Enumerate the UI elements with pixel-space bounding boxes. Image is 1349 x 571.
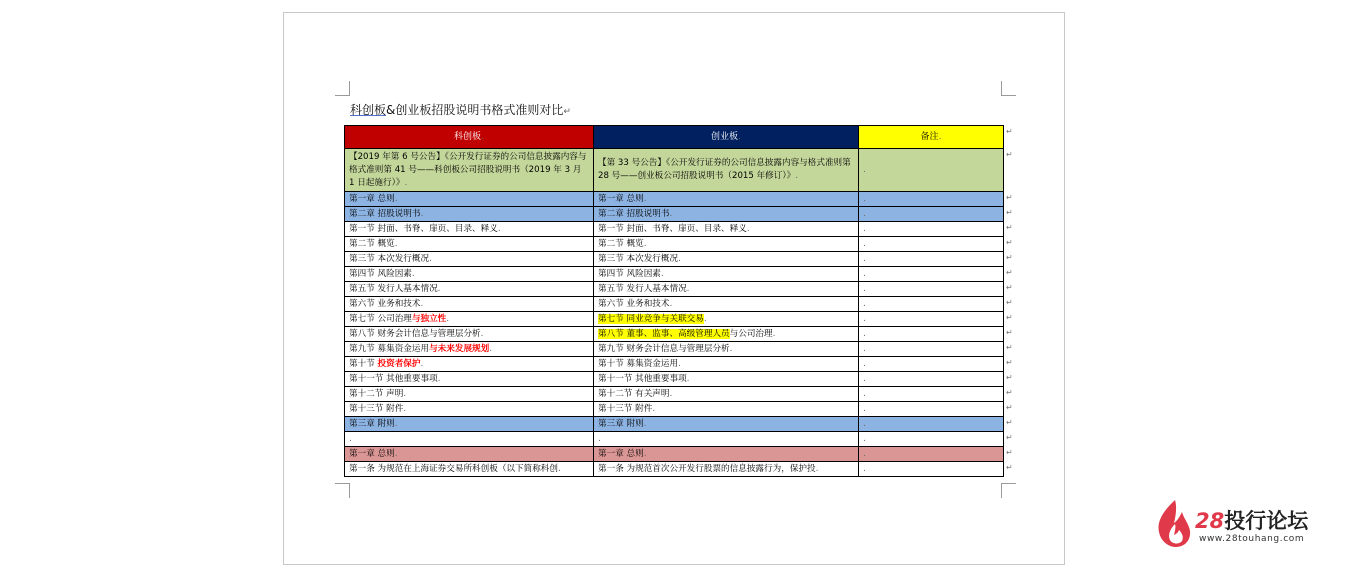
cell-end-mark: . <box>678 359 681 369</box>
crop-mark-top-right <box>1001 81 1016 96</box>
cell-kechuang[interactable] <box>345 252 594 267</box>
row-end-mark: ↵ <box>1006 149 1013 159</box>
cell-text: 第四节 风险因素 <box>349 269 412 279</box>
table-row <box>345 417 1004 432</box>
cell-kechuang[interactable] <box>345 222 594 237</box>
table-row <box>345 432 1004 447</box>
cell-chuangye[interactable] <box>594 372 859 387</box>
cell-notes[interactable] <box>859 252 1004 267</box>
cell-end-mark: . <box>669 209 673 219</box>
cell-kechuang[interactable] <box>345 282 594 297</box>
row-end-mark: ↵ <box>1006 192 1013 202</box>
row-end-mark: ↵ <box>1006 222 1013 232</box>
row-end-mark: ↵ <box>1006 327 1013 337</box>
cell-end-mark: . <box>678 254 681 264</box>
cell-text: 第八节 董事、监事、高级管理人员 <box>598 329 730 339</box>
cell-text: 第三章 附则 <box>598 419 644 429</box>
cell-text: 第一章 总则 <box>349 194 395 204</box>
cell-notes[interactable] <box>859 327 1004 342</box>
crop-mark-top-left <box>335 81 350 96</box>
cell-text: 第八节 财务会计信息与管理层分析 <box>349 329 481 339</box>
row-end-mark: ↵ <box>1006 372 1013 382</box>
document-title[interactable] <box>350 101 571 118</box>
cell-text: 第十三节 附件 <box>349 404 404 414</box>
row-end-mark: ↵ <box>1006 402 1013 412</box>
table-row <box>345 447 1004 462</box>
cell-end-mark: . <box>652 404 656 414</box>
table-row <box>345 297 1004 312</box>
cell-chuangye[interactable] <box>594 252 859 267</box>
table-row <box>345 252 1004 267</box>
cell-chuangye[interactable] <box>594 237 859 252</box>
cell-chuangye[interactable] <box>594 312 859 327</box>
row-end-mark: ↵ <box>1006 297 1013 307</box>
cell-chuangye[interactable] <box>594 402 859 417</box>
row-end-mark: ↵ <box>1006 267 1013 277</box>
row-end-mark: ↵ <box>1006 126 1013 136</box>
table-row <box>345 402 1004 417</box>
table-row <box>345 192 1004 207</box>
cell-end-mark: . <box>643 449 647 459</box>
cell-end-mark: . <box>863 374 866 384</box>
cell-text: 第十二节 声明 <box>349 389 404 399</box>
cell-chuangye[interactable] <box>594 417 859 432</box>
cell-notes[interactable] <box>859 207 1004 222</box>
cell-end-mark: . <box>863 284 866 294</box>
cell-notes[interactable] <box>859 237 1004 252</box>
cell-end-mark: . <box>863 404 866 414</box>
cell-chuangye[interactable] <box>594 267 859 282</box>
cell-text: 与公司治理 <box>729 329 773 339</box>
cell-text: 第一章 总则 <box>349 449 395 459</box>
table-row <box>345 372 1004 387</box>
row-end-mark: ↵ <box>1006 417 1013 427</box>
cell-text: 第一节 封面、书脊、扉页、目录、释义 <box>349 224 498 234</box>
cell-end-mark: . <box>863 209 866 219</box>
watermark-url: www.28touhang.com <box>1199 534 1305 544</box>
cell-end-mark: . <box>489 344 493 354</box>
cell-text: 第三章 附则 <box>349 419 395 429</box>
header-notes[interactable]: 备注. <box>859 126 1004 149</box>
cell-text: 第七节 同业竞争与关联交易 <box>598 314 704 324</box>
cell-kechuang[interactable] <box>345 327 594 342</box>
cell-kechuang[interactable] <box>345 312 594 327</box>
cell-end-mark: . <box>403 389 407 399</box>
cell-end-mark: . <box>349 434 352 444</box>
cell-notes[interactable] <box>859 312 1004 327</box>
cell-end-mark: . <box>863 269 866 279</box>
cell-notes[interactable] <box>859 357 1004 372</box>
cell-text: 第三节 本次发行概况 <box>598 254 679 264</box>
table-row <box>345 342 1004 357</box>
cell-text: 与未来发展规划 <box>429 344 490 354</box>
header-row <box>345 126 1004 149</box>
cell-end-mark: . <box>643 194 647 204</box>
cell-text: 与独立性 <box>411 314 447 324</box>
cell-end-mark: . <box>394 194 398 204</box>
cell-end-mark: . <box>394 239 398 249</box>
crop-mark-bottom-right <box>1001 483 1016 498</box>
row-end-mark: ↵ <box>1006 312 1013 322</box>
cell-end-mark: . <box>643 239 647 249</box>
cell-notes[interactable] <box>859 282 1004 297</box>
cell-text: 第十三节 附件 <box>598 404 653 414</box>
cell-end-mark: . <box>411 269 415 279</box>
cell-text: 第二章 招股说明书 <box>349 209 421 219</box>
cell-notes[interactable] <box>859 387 1004 402</box>
cell-notes[interactable] <box>859 372 1004 387</box>
cell-notes[interactable] <box>859 447 1004 462</box>
header-kechuang[interactable]: 科创板. <box>345 126 594 149</box>
row-end-mark: ↵ <box>1006 432 1013 442</box>
crop-mark-bottom-left <box>335 483 350 498</box>
title-part2: &创业板招股说明书格式准则对比 <box>386 103 564 117</box>
cell-notes[interactable] <box>859 222 1004 237</box>
cell-text: 第二节 概览 <box>598 239 644 249</box>
cell-text: 第二节 概览 <box>349 239 395 249</box>
cell-text: 第十一节 其他重要事项 <box>349 374 438 384</box>
cell-end-mark: . <box>446 314 450 324</box>
cell-end-mark: . <box>437 374 441 384</box>
cell-chuangye[interactable] <box>594 192 859 207</box>
source-row <box>345 149 1004 192</box>
cell-chuangye[interactable] <box>594 357 859 372</box>
cell-end-mark: . <box>598 434 601 444</box>
table-row <box>345 207 1004 222</box>
cell-end-mark: . <box>403 404 407 414</box>
cell-end-mark: . <box>557 464 561 474</box>
cell-kechuang[interactable] <box>345 192 594 207</box>
cell-chuangye[interactable] <box>594 207 859 222</box>
cell-text: 第六节 业务和技术 <box>598 299 670 309</box>
source-kechuang[interactable]: 【2019 年第 6 号公告】《公开发行证券的公司信息披露内容与格式准则第 41 号——科创板公司招股说明书（2019 年 3 月 1 日起施行）》. <box>345 149 594 192</box>
cell-kechuang[interactable] <box>345 357 594 372</box>
cell-text: 第九节 募集资金运用 <box>349 344 430 354</box>
cell-end-mark: . <box>863 194 866 204</box>
cell-text: 第一条 为规范在上海证券交易所科创板（以下简称科创 <box>349 464 558 474</box>
cell-text: 第六节 业务和技术 <box>349 299 421 309</box>
cell-end-mark: . <box>863 434 866 444</box>
cell-chuangye[interactable] <box>594 222 859 237</box>
cell-notes[interactable] <box>859 432 1004 447</box>
cell-text: 第五节 发行人基本情况 <box>598 284 687 294</box>
cell-end-mark: . <box>643 419 647 429</box>
cell-notes[interactable] <box>859 192 1004 207</box>
row-end-mark: ↵ <box>1006 282 1013 292</box>
cell-chuangye[interactable] <box>594 432 859 447</box>
cell-kechuang[interactable] <box>345 402 594 417</box>
cell-kechuang[interactable] <box>345 237 594 252</box>
cell-notes[interactable] <box>859 462 1004 477</box>
row-end-mark: ↵ <box>1006 207 1013 217</box>
cell-end-mark: . <box>686 374 690 384</box>
cell-end-mark: . <box>394 419 398 429</box>
cell-kechuang[interactable] <box>345 387 594 402</box>
cell-end-mark: . <box>863 239 866 249</box>
cell-chuangye[interactable] <box>594 387 859 402</box>
cell-kechuang[interactable] <box>345 462 594 477</box>
cell-chuangye[interactable] <box>594 297 859 312</box>
cell-text: 第十一节 其他重要事项 <box>598 374 687 384</box>
cell-end-mark: . <box>660 269 664 279</box>
table-row <box>345 312 1004 327</box>
row-end-mark: ↵ <box>1006 462 1013 472</box>
table-row <box>345 357 1004 372</box>
cell-end-mark: . <box>863 359 866 369</box>
cell-end-mark: . <box>669 389 673 399</box>
cell-end-mark: . <box>863 419 866 429</box>
cell-end-mark: . <box>863 464 866 474</box>
cell-end-mark: . <box>863 449 866 459</box>
table-row <box>345 222 1004 237</box>
cell-end-mark: . <box>772 329 776 339</box>
cell-chuangye[interactable] <box>594 327 859 342</box>
cell-text: 第四节 风险因素 <box>598 269 661 279</box>
cell-notes[interactable] <box>859 342 1004 357</box>
cell-kechuang[interactable] <box>345 267 594 282</box>
header-chuangye[interactable]: 创业板. <box>594 126 859 149</box>
cell-text: 投资者保护 <box>377 359 421 369</box>
cell-text: 第二章 招股说明书 <box>598 209 670 219</box>
cell-end-mark: . <box>669 299 673 309</box>
cell-end-mark: . <box>420 299 424 309</box>
cell-text: 第五节 发行人基本情况 <box>349 284 438 294</box>
cell-end-mark: . <box>394 449 398 459</box>
cell-text: 第三节 本次发行概况 <box>349 254 430 264</box>
table-row <box>345 267 1004 282</box>
table-row <box>345 387 1004 402</box>
cell-end-mark: . <box>729 344 733 354</box>
cell-chuangye[interactable] <box>594 282 859 297</box>
cell-end-mark: . <box>863 389 866 399</box>
comparison-table[interactable] <box>344 125 1004 477</box>
cell-text: 第九节 财务会计信息与管理层分析 <box>598 344 730 354</box>
row-end-mark: ↵ <box>1006 237 1013 247</box>
table-row <box>345 462 1004 477</box>
cell-kechuang[interactable] <box>345 297 594 312</box>
source-chuangye[interactable]: 【第 33 号公告】《公开发行证券的公司信息披露内容与格式准则第 28 号——创业板公司招股说明书（2015 年修订）》. <box>594 149 859 192</box>
cell-kechuang[interactable] <box>345 342 594 357</box>
table-row <box>345 282 1004 297</box>
cell-end-mark: . <box>703 314 707 324</box>
cell-notes[interactable] <box>859 417 1004 432</box>
cell-end-mark: . <box>863 329 866 339</box>
cell-chuangye[interactable] <box>594 462 859 477</box>
cell-text: 第一条 为规范首次公开发行股票的信息披露行为，保护投 <box>598 464 816 474</box>
cell-end-mark: . <box>815 464 819 474</box>
cell-end-mark: . <box>746 224 750 234</box>
cell-end-mark: . <box>437 284 441 294</box>
cell-end-mark: . <box>863 254 866 264</box>
row-end-mark: ↵ <box>1006 447 1013 457</box>
cell-chuangye[interactable] <box>594 447 859 462</box>
cell-kechuang[interactable] <box>345 417 594 432</box>
cell-chuangye[interactable] <box>594 342 859 357</box>
cell-end-mark: . <box>480 329 484 339</box>
cell-end-mark: . <box>686 284 690 294</box>
cell-kechuang[interactable] <box>345 432 594 447</box>
table-row <box>345 237 1004 252</box>
cell-text: 第十二节 有关声明 <box>598 389 670 399</box>
cell-end-mark: . <box>863 314 866 324</box>
cell-end-mark: . <box>420 359 424 369</box>
paragraph-mark: ↵ <box>563 107 571 117</box>
cell-end-mark: . <box>863 299 866 309</box>
source-notes[interactable]: . <box>859 149 1004 192</box>
cell-text: 第十节 募集资金运用 <box>598 359 679 369</box>
cell-kechuang[interactable] <box>345 207 594 222</box>
cell-text: 第一章 总则 <box>598 194 644 204</box>
cell-notes[interactable] <box>859 267 1004 282</box>
row-end-mark: ↵ <box>1006 387 1013 397</box>
cell-end-mark: . <box>429 254 432 264</box>
watermark-brand: 28投行论坛 <box>1195 509 1309 533</box>
cell-text: 第十节 <box>349 359 378 369</box>
title-part1: 科创板 <box>350 103 387 117</box>
cell-end-mark: . <box>497 224 501 234</box>
cell-end-mark: . <box>863 344 866 354</box>
cell-text: 第一章 总则 <box>598 449 644 459</box>
cell-end-mark: . <box>863 224 866 234</box>
cell-notes[interactable] <box>859 402 1004 417</box>
row-end-mark: ↵ <box>1006 342 1013 352</box>
table-row <box>345 327 1004 342</box>
cell-notes[interactable] <box>859 297 1004 312</box>
cell-text: 第一节 封面、书脊、扉页、目录、释义 <box>598 224 747 234</box>
cell-text: 第七节 公司治理 <box>349 314 412 324</box>
cell-kechuang[interactable] <box>345 372 594 387</box>
row-end-mark: ↵ <box>1006 252 1013 262</box>
row-end-mark: ↵ <box>1006 357 1013 367</box>
cell-kechuang[interactable] <box>345 447 594 462</box>
cell-end-mark: . <box>420 209 424 219</box>
